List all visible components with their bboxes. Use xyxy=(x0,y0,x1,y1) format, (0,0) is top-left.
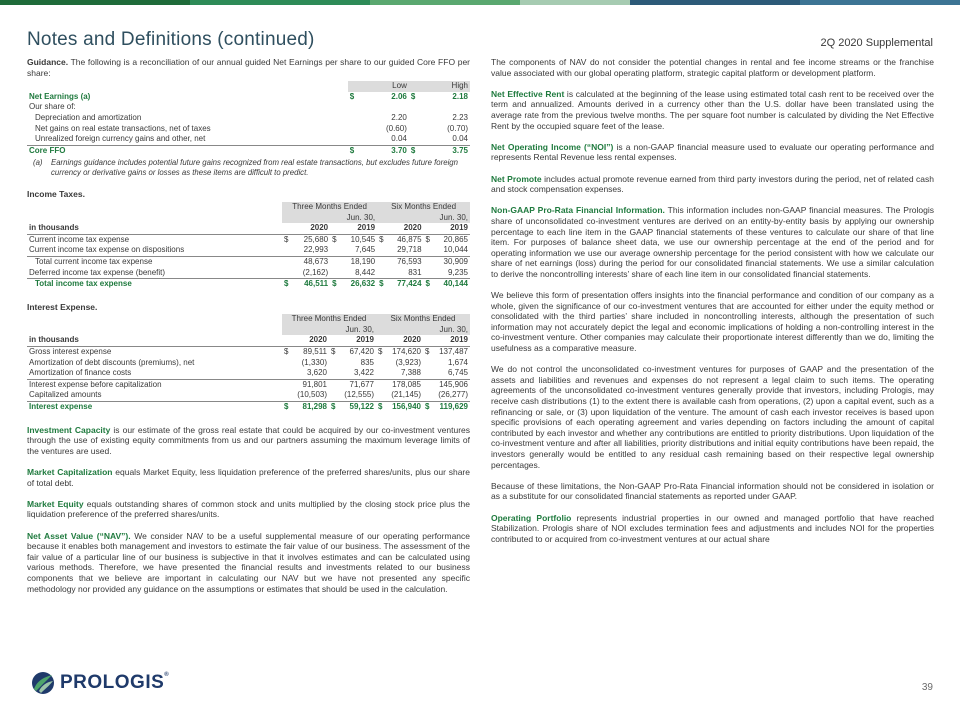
definition-text: includes actual promote revenue earned from third party investors during the period, net of related cash and stock compensation expenses. xyxy=(491,173,934,195)
interest-expense-table xyxy=(27,314,470,412)
table-cell: 40,144 xyxy=(434,279,470,290)
dollar-sign xyxy=(329,379,339,390)
table-cell: 76,593 xyxy=(387,256,423,267)
table-cell: 145,906 xyxy=(433,379,470,390)
it-year: 2020 xyxy=(292,223,330,234)
table-cell: (12,555) xyxy=(344,390,374,400)
row-label: Net Earnings (a) xyxy=(29,91,91,101)
definition-paragraph xyxy=(491,290,934,354)
row-label: Current income tax expense on dispositions xyxy=(29,245,185,255)
definition-paragraph xyxy=(27,499,470,520)
dollar-sign: $ xyxy=(284,234,289,244)
table-cell: 3,620 xyxy=(306,368,327,378)
row-label: Core FFO xyxy=(27,145,348,156)
logo-registered: ® xyxy=(164,672,170,678)
guidance-row xyxy=(27,134,470,145)
logo-mark-icon xyxy=(30,671,56,695)
definition-text: The components of NAV do not consider the potential changes in rental and fee income streams or the franchise value associated with our global operating platform, strategic capital platform or development platform. xyxy=(491,57,934,78)
it-unit: in thousands xyxy=(27,223,282,234)
definition-text: We do not control the unconsolidated co-investment ventures for purposes of GAAP and the presentation of the assets and liabilities and revenues and expenses do not represent a legal claim to such items. The operating agreements of the unconsolidated co-investment ventures generally provide that investors, including Prologis, may receive cash distributions (1) to the extent there is available cash from operations, (2) upon a capital event, such as a refinancing or sale, or (3) upon liquidation of the venture. The amount of cash each investor receives is based upon specific provisions of each operating agreement and varies depending on factors including the amount of capital contributed by each investor and whether any contributions are entitled to priority distributions. Upon liquidation of the co-investment venture and after all liabilities, priority distributions and initial equity contributions have been repaid, the investors generally would be entitled to any residual cash remaining based on their respective legal ownership percentages. xyxy=(491,364,934,470)
dollar-sign xyxy=(330,256,340,267)
dollar-sign xyxy=(282,268,292,279)
definition-text: We consider NAV to be a useful supplemental measure of our operating performance because it enables both management and investors to estimate the fair value of our business. The assessment of the fair value of a particular line of our business is subjective in that it involves estimates and can be calculated using various methods. Therefore, we have presented the financial results and investments related to our business components that we believe are important in calculating our NAV but we have not presented any specific methodology nor provided any guidance on the assumptions or estimates that should be used in the calculation. xyxy=(27,530,470,594)
definition-text: is our estimate of the gross real estate that could be acquired by our co-investment ventures through the use of existing equity commitments from us and our partners assuming the maximum leverage limits of the ventures are used. xyxy=(27,424,470,456)
guidance-label: Guidance. xyxy=(27,57,69,67)
it-year: 2019 xyxy=(434,223,470,234)
ie-jun-2: Jun. 30, xyxy=(376,325,470,336)
table-cell: 8,442 xyxy=(355,267,376,277)
definition-text: is a non-GAAP financial measure used to evaluate our operating performance and represents Rental Revenue less rental expenses. xyxy=(491,141,934,163)
table-cell: 3,422 xyxy=(353,368,374,378)
table-cell: 9,235 xyxy=(447,267,468,277)
dollar-sign xyxy=(330,245,340,256)
definition-text: equals outstanding shares of common stock and units multiplied by the closing stock price plus the liquidation preference of the preferred shares/units. xyxy=(27,498,470,520)
value-high xyxy=(419,102,470,113)
row-label: Amortization of debt discounts (premiums), net xyxy=(29,357,195,367)
dollar-sign: $ xyxy=(425,347,430,357)
row-label: Current income tax expense xyxy=(29,234,130,244)
table-cell: 29,718 xyxy=(397,245,422,255)
definition-text: equals Market Equity, less liquidation preference of the preferred shares/units, plus our share of total debt. xyxy=(27,467,470,488)
dollar-sign: $ xyxy=(410,91,416,101)
dollar-sign xyxy=(376,390,386,401)
guidance-row xyxy=(27,113,470,124)
row-label: Interest expense before capitalization xyxy=(27,379,282,390)
table-cell: (10,503) xyxy=(297,390,327,400)
row-label: Interest expense xyxy=(27,402,282,413)
row-label: Our share of: xyxy=(29,102,76,112)
ie-jun-1: Jun. 30, xyxy=(282,325,376,336)
ie-year: 2020 xyxy=(386,335,423,346)
bar-segment xyxy=(520,0,630,5)
table-cell: 30,909 xyxy=(434,256,470,267)
table-cell: 89,511 xyxy=(303,347,327,357)
dollar-sign: $ xyxy=(284,347,289,357)
logo-wordmark xyxy=(60,672,169,694)
bar-segment xyxy=(800,0,960,5)
ie-year: 2020 xyxy=(292,335,329,346)
table-cell: 1,674 xyxy=(447,357,468,367)
table-cell: 20,865 xyxy=(443,234,468,244)
definition-term: Market Equity xyxy=(27,498,84,509)
ie-unit: in thousands xyxy=(27,335,282,346)
dollar-sign: $ xyxy=(378,347,383,357)
dollar-sign: $ xyxy=(409,145,419,156)
table-cell: 119,629 xyxy=(433,402,470,413)
dollar-sign xyxy=(376,368,386,379)
table-row xyxy=(27,268,470,279)
definition-term: Investment Capacity xyxy=(27,424,111,435)
dollar-sign xyxy=(409,134,419,145)
guidance-row xyxy=(27,102,470,113)
definition-term: Net Promote xyxy=(491,173,542,184)
table-cell: 22,993 xyxy=(303,245,329,255)
left-column xyxy=(27,57,470,605)
ie-three-months: Three Months Ended xyxy=(282,314,376,325)
definition-term: Operating Portfolio xyxy=(491,512,572,523)
table-cell: 6,745 xyxy=(447,368,468,378)
definition-paragraph xyxy=(491,142,934,163)
definition-term: Non-GAAP Pro-Rata Financial Information. xyxy=(491,205,665,216)
definition-paragraph xyxy=(27,531,470,595)
table-row xyxy=(27,234,470,245)
dollar-sign: $ xyxy=(424,279,434,290)
table-cell: 46,511 xyxy=(292,279,330,290)
table-cell: (21,145) xyxy=(391,390,421,400)
bar-segment xyxy=(190,0,370,5)
definition-text: Because of these limitations, the Non-GAAP Pro-Rata Financial information should not be considered in isolation or as a substitute for our consolidated financial statements as reported under GAAP. xyxy=(491,480,934,502)
dollar-sign xyxy=(282,368,292,379)
value-low xyxy=(358,102,409,113)
value-low: 0.04 xyxy=(391,134,407,144)
guidance-intro xyxy=(27,57,470,78)
dollar-sign xyxy=(282,379,292,390)
page-number: 39 xyxy=(921,682,933,693)
definition-term: Net Asset Value (“NAV”). xyxy=(27,530,131,541)
table-row xyxy=(27,379,470,390)
definition-paragraph xyxy=(491,205,934,279)
value-low: 2.20 xyxy=(391,112,407,122)
dollar-sign xyxy=(423,368,433,379)
supplemental-label: 2Q 2020 Supplemental xyxy=(820,37,933,49)
table-cell: 59,122 xyxy=(339,402,376,413)
table-cell: (2,162) xyxy=(302,267,329,277)
dollar-sign xyxy=(377,256,387,267)
left-definitions xyxy=(27,425,470,595)
row-label: Gross interest expense xyxy=(29,347,112,357)
bar-segment xyxy=(0,0,190,5)
dollar-sign xyxy=(348,124,358,135)
dollar-sign xyxy=(330,268,340,279)
dollar-sign xyxy=(282,245,292,256)
row-label: Amortization of finance costs xyxy=(29,368,132,378)
row-label: Total current income tax expense xyxy=(27,256,282,267)
dollar-sign xyxy=(376,379,386,390)
definition-paragraph xyxy=(491,174,934,195)
table-cell: 26,632 xyxy=(340,279,377,290)
prologis-logo xyxy=(30,671,169,695)
dollar-sign xyxy=(424,256,434,267)
guidance-col-high: High xyxy=(419,81,470,92)
dollar-sign: $ xyxy=(329,402,339,413)
definition-paragraph xyxy=(27,425,470,457)
row-label: Deferred income tax expense (benefit) xyxy=(29,267,166,277)
it-jun-2: Jun. 30, xyxy=(377,213,470,224)
dollar-sign xyxy=(423,390,433,401)
dollar-sign xyxy=(409,113,419,124)
dollar-sign xyxy=(329,358,339,369)
table-cell: 77,424 xyxy=(387,279,423,290)
it-jun-1: Jun. 30, xyxy=(282,213,377,224)
dollar-sign: $ xyxy=(377,279,387,290)
table-row xyxy=(27,390,470,401)
table-cell: (3,923) xyxy=(395,357,421,367)
table-row xyxy=(27,358,470,369)
row-label: Unrealized foreign currency gains and other, net xyxy=(35,134,206,144)
dollar-sign: $ xyxy=(376,402,386,413)
dollar-sign xyxy=(348,134,358,145)
table-cell: (1,330) xyxy=(301,357,327,367)
table-row xyxy=(27,245,470,256)
table-cell: 67,420 xyxy=(349,347,374,357)
value-high: 2.18 xyxy=(452,91,468,101)
definition-text: represents industrial properties in our owned and managed portfolio that have reached Stabilization. Prologis share of NOI excludes termination fees and adjustments and includes NOI for the properties contributed to or acquired from co-investment ventures at our actual share xyxy=(491,512,934,544)
table-cell: 10,545 xyxy=(350,234,376,244)
value-high: 3.75 xyxy=(419,145,470,156)
value-low: 3.70 xyxy=(358,145,409,156)
value-low: (0.60) xyxy=(385,123,407,133)
page-title: Notes and Definitions (continued) xyxy=(27,29,315,50)
guidance-row xyxy=(27,92,470,103)
income-taxes-title: Income Taxes. xyxy=(27,189,85,200)
bar-segment xyxy=(630,0,800,5)
interest-expense-title: Interest Expense. xyxy=(27,301,98,312)
table-cell: (26,277) xyxy=(438,390,468,400)
dollar-sign xyxy=(282,358,292,369)
dollar-sign xyxy=(376,358,386,369)
definition-paragraph xyxy=(491,513,934,545)
dollar-sign: $ xyxy=(331,347,336,357)
table-cell: 91,801 xyxy=(292,379,329,390)
dollar-sign xyxy=(282,390,292,401)
value-high: (0.70) xyxy=(447,123,468,133)
it-year: 2019 xyxy=(340,223,377,234)
definition-paragraph xyxy=(491,57,934,78)
dollar-sign xyxy=(329,368,339,379)
guidance-col-low: Low xyxy=(358,81,409,92)
logo-text: PROLOGIS xyxy=(60,672,165,693)
table-cell: 137,487 xyxy=(439,347,468,357)
dollar-sign: $ xyxy=(282,279,292,290)
guidance-intro-text: The following is a reconciliation of our annual guided Net Earnings per share to our guided Core FFO per share: xyxy=(27,57,470,78)
table-cell: 18,190 xyxy=(340,256,377,267)
dollar-sign xyxy=(424,245,434,256)
definition-paragraph xyxy=(491,364,934,470)
definition-paragraph xyxy=(491,89,934,131)
dollar-sign xyxy=(329,390,339,401)
table-row xyxy=(27,402,470,413)
footnote-mark: (a) xyxy=(33,158,43,168)
table-cell: 178,085 xyxy=(386,379,423,390)
definition-text: This information includes non-GAAP financial measures. The Prologis share of unconsolidated co-investment ventures are derived on an entity-by-entity basis by applying our ownership percentage to each line item in the GAAP financial statements of these ventures to calculate our share of that line item. For purposes of balance sheet data, we use our ownership percentage at the end of the period and for operating information we use our average ownership percentage for the period consistent with how we calculate our share of net earnings (loss) during the period for our consolidated financial statements. We use a similar calculation to derive the noncontrolling interests’ share of each line item in our consolidated financial statements. xyxy=(491,205,934,279)
row-label: Capitalized amounts xyxy=(29,390,102,400)
income-taxes-table xyxy=(27,202,470,290)
bar-segment xyxy=(370,0,520,5)
definition-term: Net Effective Rent xyxy=(491,88,565,99)
it-six-months: Six Months Ended xyxy=(377,202,470,213)
definition-paragraph xyxy=(27,467,470,488)
value-high: 2.23 xyxy=(452,112,468,122)
ie-year: 2019 xyxy=(433,335,470,346)
dollar-sign: $ xyxy=(332,234,337,244)
table-cell: 174,620 xyxy=(392,347,421,357)
dollar-sign xyxy=(348,102,358,113)
table-cell: 831 xyxy=(408,267,422,277)
definition-paragraph xyxy=(491,481,934,502)
row-label: Depreciation and amortization xyxy=(35,112,142,122)
definition-term: Net Operating Income (“NOI”) xyxy=(491,141,614,152)
it-year: 2020 xyxy=(387,223,423,234)
table-cell: 46,875 xyxy=(397,234,422,244)
table-cell: 10,044 xyxy=(443,245,468,255)
definition-text: We believe this form of presentation offers insights into the financial performance and condition of our company as a whole, given the significance of our co-investment ventures that are accounted for either under the equity method or consolidated with the third parties’ share included in noncontrolling interests, although the presentation of such information may not accurately depict the legal and economic implications of holding a non-controlling interest in the co-investment venture. Other companies may calculate their proportionate interest differently than we do, limiting the usefulness as a comparative measure. xyxy=(491,290,934,354)
dollar-sign xyxy=(348,113,358,124)
dollar-sign: $ xyxy=(379,234,384,244)
dollar-sign xyxy=(424,268,434,279)
table-row xyxy=(27,279,470,290)
definition-term: Market Capitalization xyxy=(27,467,113,477)
guidance-head-blank xyxy=(27,81,348,92)
table-cell: 835 xyxy=(360,357,374,367)
row-label: Total income tax expense xyxy=(27,279,282,290)
table-cell: 48,673 xyxy=(292,256,330,267)
table-cell: 7,388 xyxy=(400,368,421,378)
value-high: 0.04 xyxy=(452,134,468,144)
top-color-bar xyxy=(0,0,960,5)
dollar-sign: $ xyxy=(348,145,358,156)
row-label: Net gains on real estate transactions, net of taxes xyxy=(35,123,211,133)
table-cell: 81,298 xyxy=(292,402,329,413)
table-cell: 7,645 xyxy=(355,245,376,255)
ie-year: 2019 xyxy=(339,335,376,346)
table-cell: 71,677 xyxy=(339,379,376,390)
guidance-row xyxy=(27,145,470,156)
right-column xyxy=(491,57,934,555)
definition-text: is calculated at the beginning of the lease using estimated total cash rent to be received over the term and annualized. Amounts derived in a currency other than the U.S. dollar have been translated using the average rate from the previous twelve months. The per square foot number is calculated by dividing the Net Effective Rent by the occupied square feet of the lease. xyxy=(491,88,934,131)
dollar-sign: $ xyxy=(423,402,433,413)
dollar-sign: $ xyxy=(349,91,355,101)
dollar-sign xyxy=(423,358,433,369)
guidance-footnote xyxy=(27,158,470,177)
dollar-sign xyxy=(282,256,292,267)
guidance-table xyxy=(27,81,470,156)
dollar-sign xyxy=(409,124,419,135)
dollar-sign: $ xyxy=(282,402,292,413)
dollar-sign: $ xyxy=(330,279,340,290)
dollar-sign xyxy=(377,268,387,279)
table-cell: 25,680 xyxy=(303,234,329,244)
table-cell: 156,940 xyxy=(386,402,423,413)
ie-six-months: Six Months Ended xyxy=(376,314,470,325)
table-row xyxy=(27,347,470,358)
dollar-sign: $ xyxy=(425,234,430,244)
footnote-text: Earnings guidance includes potential future gains recognized from real estate transactions, but excludes future foreign currency or derivative gains or losses as these items are difficult to predict. xyxy=(51,158,458,177)
value-low: 2.06 xyxy=(391,91,407,101)
dollar-sign xyxy=(377,245,387,256)
dollar-sign xyxy=(409,102,419,113)
it-three-months: Three Months Ended xyxy=(282,202,377,213)
guidance-row xyxy=(27,124,470,135)
table-row xyxy=(27,256,470,267)
table-row xyxy=(27,368,470,379)
dollar-sign xyxy=(423,379,433,390)
